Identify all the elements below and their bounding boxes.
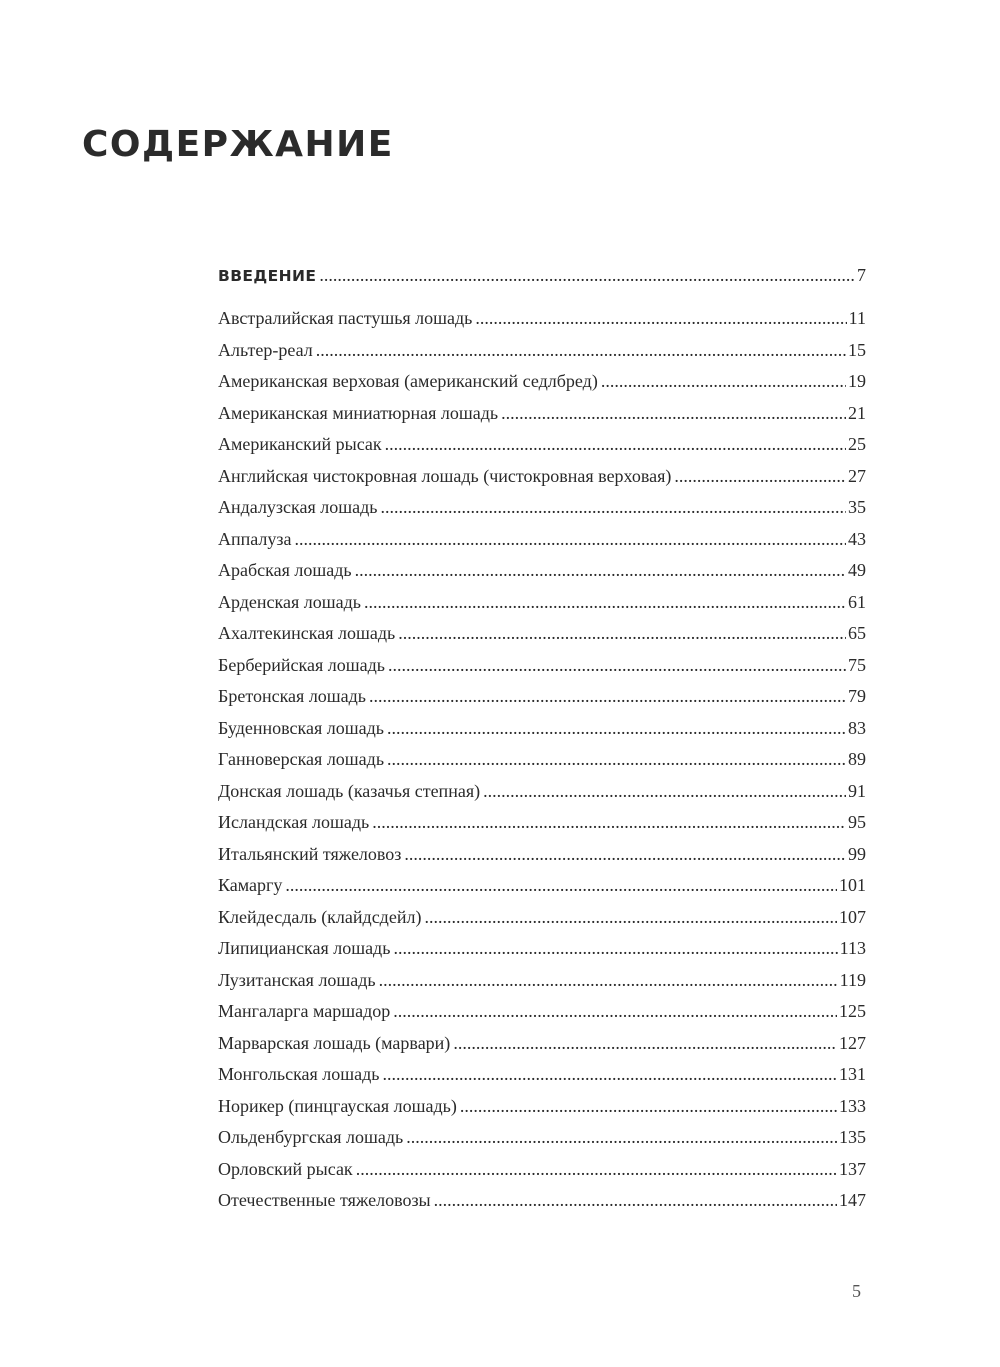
toc-entry-label: Аппалуза	[218, 528, 292, 549]
dot-leader	[434, 1190, 837, 1211]
dot-leader	[424, 907, 837, 928]
toc-entry[interactable]	[218, 844, 866, 876]
toc-entry-label: Арабская лошадь	[218, 560, 352, 580]
dot-leader	[385, 434, 846, 455]
toc-entry[interactable]	[218, 340, 866, 372]
toc-entry-label: Итальянский тяжеловоз	[218, 843, 402, 864]
table-of-contents	[218, 265, 866, 1222]
dot-leader	[355, 560, 846, 581]
dot-leader	[475, 308, 846, 329]
toc-entry-label: Английская чистокровная лошадь (чистокровная верховая)	[218, 465, 672, 486]
toc-entry-label: Бретонская лошадь	[218, 686, 367, 706]
toc-entry-page: 15	[848, 339, 866, 360]
toc-entry-label: Отечественные тяжеловозы	[218, 1190, 431, 1210]
toc-entry-page: 99	[848, 843, 866, 864]
toc-entry-page: 49	[848, 560, 866, 580]
toc-entry-page: 119	[839, 969, 866, 990]
toc-entry-label: ВВЕДЕНИЕ	[218, 267, 317, 285]
toc-entry-page: 135	[839, 1127, 866, 1147]
dot-leader	[404, 844, 846, 865]
toc-entry[interactable]	[218, 781, 866, 813]
toc-entry-page: 43	[848, 528, 866, 549]
toc-entry-page: 125	[839, 1001, 866, 1021]
toc-entry-intro[interactable]	[218, 265, 866, 308]
toc-entry-label: Марварская лошадь (марвари)	[218, 1032, 451, 1053]
toc-entry-label: Арденская лошадь	[218, 591, 361, 612]
toc-entry-label: Камаргу	[218, 875, 283, 895]
toc-entry-page: 137	[839, 1158, 866, 1179]
dot-leader	[406, 1127, 837, 1148]
toc-entry[interactable]	[218, 1033, 866, 1065]
toc-entry-page: 91	[848, 780, 866, 801]
toc-entry[interactable]	[218, 403, 866, 435]
toc-entry-label: Ахалтекинская лошадь	[218, 623, 396, 643]
toc-entry-page: 35	[848, 497, 866, 517]
toc-entry-label: Австралийская пастушья лошадь	[218, 308, 473, 328]
toc-entry-page: 61	[848, 591, 866, 612]
dot-leader	[398, 623, 846, 644]
toc-entry[interactable]	[218, 560, 866, 592]
toc-entry-label: Мангаларга маршадор	[218, 1001, 391, 1021]
dot-leader	[364, 592, 846, 613]
dot-leader	[393, 938, 837, 959]
toc-entry-label: Лузитанская лошадь	[218, 969, 376, 990]
dot-leader	[319, 265, 855, 286]
toc-entry-label: Норикер (пинцгауская лошадь)	[218, 1095, 457, 1116]
toc-entry[interactable]	[218, 1064, 866, 1096]
dot-leader	[379, 970, 838, 991]
toc-entry-page: 101	[839, 875, 866, 895]
dot-leader	[387, 718, 846, 739]
toc-entry[interactable]	[218, 970, 866, 1002]
toc-entry[interactable]	[218, 718, 866, 750]
toc-entry-label: Американская миниатюрная лошадь	[218, 402, 499, 423]
toc-entry-page: 11	[848, 308, 866, 328]
toc-entry-label: Клейдесдаль (клайдсдейл)	[218, 906, 422, 927]
toc-entry[interactable]	[218, 1159, 866, 1191]
toc-entry[interactable]	[218, 1096, 866, 1128]
toc-entry-page: 133	[839, 1095, 866, 1116]
toc-entry-label: Орловский рысак	[218, 1158, 353, 1179]
toc-entry[interactable]	[218, 371, 866, 403]
toc-entry-label: Берберийская лошадь	[218, 654, 385, 675]
toc-entry[interactable]	[218, 1190, 866, 1222]
toc-entry-page: 7	[857, 265, 866, 285]
toc-entry[interactable]	[218, 749, 866, 781]
toc-entry-label: Исландская лошадь	[218, 812, 370, 832]
dot-leader	[388, 655, 846, 676]
dot-leader	[369, 686, 846, 707]
toc-entry-label: Андалузская лошадь	[218, 497, 378, 517]
toc-entry-page: 131	[839, 1064, 866, 1084]
dot-leader	[372, 812, 846, 833]
dot-leader	[460, 1096, 837, 1117]
toc-entry[interactable]	[218, 308, 866, 340]
dot-leader	[387, 749, 846, 770]
toc-entry-page: 19	[848, 371, 866, 391]
toc-entry-label: Липицианская лошадь	[218, 938, 391, 958]
toc-entry[interactable]	[218, 686, 866, 718]
toc-entry-label: Альтер-реал	[218, 339, 313, 360]
dot-leader	[453, 1033, 837, 1054]
toc-entry[interactable]	[218, 938, 866, 970]
dot-leader	[674, 466, 846, 487]
toc-entry[interactable]	[218, 497, 866, 529]
dot-leader	[501, 403, 846, 424]
toc-entry[interactable]	[218, 875, 866, 907]
dot-leader	[380, 497, 846, 518]
toc-entry[interactable]	[218, 434, 866, 466]
toc-entry-label: Американская верховая (американский седлбред)	[218, 371, 598, 391]
toc-entry-label: Американский рысак	[218, 434, 382, 454]
toc-entry[interactable]	[218, 529, 866, 561]
toc-entry-page: 83	[848, 717, 866, 738]
dot-leader	[285, 875, 837, 896]
toc-entry-label: Буденновская лошадь	[218, 717, 384, 738]
toc-entry[interactable]	[218, 466, 866, 498]
toc-entry-page: 89	[848, 749, 866, 769]
toc-entry[interactable]	[218, 812, 866, 844]
toc-entry[interactable]	[218, 592, 866, 624]
dot-leader	[483, 781, 846, 802]
toc-entry[interactable]	[218, 655, 866, 687]
dot-leader	[601, 371, 846, 392]
toc-entry-label: Ганноверская лошадь	[218, 749, 385, 769]
page-number: 5	[852, 1281, 861, 1301]
dot-leader	[383, 1064, 837, 1085]
toc-entry-page: 147	[839, 1190, 866, 1210]
toc-entry-page: 79	[848, 686, 866, 706]
toc-entry-page: 75	[848, 654, 866, 675]
toc-entry-page: 21	[848, 402, 866, 423]
toc-entry-page: 65	[848, 623, 866, 643]
toc-entry[interactable]	[218, 623, 866, 655]
dot-leader	[356, 1159, 837, 1180]
dot-leader	[316, 340, 846, 361]
dot-leader	[295, 529, 847, 550]
toc-entry-label: Монгольская лошадь	[218, 1064, 380, 1084]
toc-entry-page: 95	[848, 812, 866, 832]
toc-entry-page: 107	[839, 906, 866, 927]
toc-entry-page: 25	[848, 434, 866, 454]
toc-entry-label: Донская лошадь (казачья степная)	[218, 780, 481, 801]
toc-entry[interactable]	[218, 1127, 866, 1159]
toc-entry-page: 113	[839, 938, 866, 958]
toc-entry[interactable]	[218, 1001, 866, 1033]
toc-entry[interactable]	[218, 907, 866, 939]
page-title: СОДЕРЖАНИЕ	[82, 124, 394, 165]
toc-entry-page: 127	[839, 1032, 866, 1053]
toc-entry-label: Ольденбургская лошадь	[218, 1127, 404, 1147]
toc-entry-page: 27	[848, 465, 866, 486]
dot-leader	[393, 1001, 837, 1022]
